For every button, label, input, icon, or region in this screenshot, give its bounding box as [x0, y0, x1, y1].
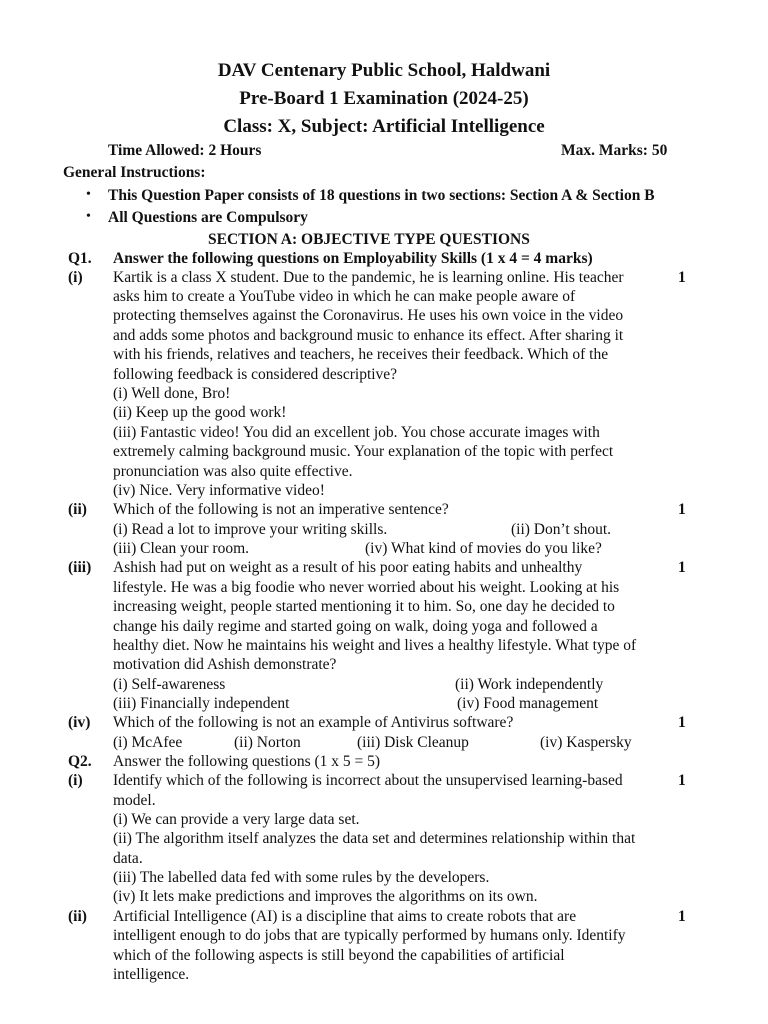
time-allowed: Time Allowed: 2 Hours — [108, 142, 262, 159]
subquestion-number: (i) — [68, 772, 83, 789]
option-line: (ii) The algorithm itself analyzes the data set and determines relationship within that — [113, 830, 636, 847]
option-line: (iii) Financially independent — [113, 695, 290, 712]
option-line: (ii) Don’t shout. — [511, 521, 612, 538]
option-line: (i) Read a lot to improve your writing skills. — [113, 521, 388, 538]
class-subject: Class: X, Subject: Artificial Intelligence — [223, 116, 545, 137]
instructions-title: General Instructions: — [63, 164, 206, 181]
question-line: intelligence. — [113, 966, 190, 983]
question-line: following feedback is considered descriptive? — [113, 366, 398, 383]
question-line: and adds some photos and background music to enhance its effect. After sharing it — [113, 327, 624, 344]
option-line: (i) Well done, Bro! — [113, 385, 231, 402]
school-name: DAV Centenary Public School, Haldwani — [217, 60, 551, 81]
option-line: (ii) Work independently — [455, 676, 604, 693]
question-line: asks him to create a YouTube video in which he can make people aware of — [113, 288, 576, 305]
option-line: pronunciation was also quite effective. — [113, 463, 353, 480]
option-line: (i) McAfee — [113, 734, 183, 751]
question-line: healthy diet. Now he maintains his weight and lives a healthy lifestyle. What type of — [113, 637, 637, 654]
question-line: motivation did Ashish demonstrate? — [113, 656, 337, 673]
question-line: intelligent enough to do jobs that are typically performed by humans only. Identify — [113, 927, 626, 944]
question-line: model. — [113, 792, 156, 809]
option-line: (iv) Food management — [457, 695, 599, 712]
question-line: change his daily regime and started going on walk, doing yoga and followed a — [113, 618, 598, 635]
question-line: Ashish had put on weight as a result of his poor eating habits and unhealthy — [113, 559, 583, 576]
option-line: (iv) What kind of movies do you like? — [365, 540, 602, 557]
question-line: Artificial Intelligence (AI) is a discipline that aims to create robots that are — [113, 908, 577, 925]
option-line: (iv) Nice. Very informative video! — [113, 482, 325, 499]
question-line: lifestyle. He was a big foodie who never worried about his weight. Looking at his — [113, 579, 620, 596]
bullet-icon: • — [86, 209, 91, 224]
option-line: (iv) It lets make predictions and improves the algorithms on its own. — [113, 888, 538, 905]
question-line: increasing weight, people started mentioning it to him. So, one day he decided to — [113, 598, 615, 615]
instruction-item: All Questions are Compulsory — [108, 209, 308, 226]
option-line: (iii) Fantastic video! You did an excellent job. You chose accurate images with — [113, 424, 600, 441]
option-line: (i) Self-awareness — [113, 676, 226, 693]
section-a-title: SECTION A: OBJECTIVE TYPE QUESTIONS — [208, 231, 530, 248]
subquestion-number: (iv) — [68, 714, 91, 731]
instruction-item: This Question Paper consists of 18 questions in two sections: Section A & Section B — [108, 187, 655, 204]
exam-title: Pre-Board 1 Examination (2024-25) — [239, 88, 529, 109]
option-line: data. — [113, 850, 143, 867]
marks-value: 1 — [678, 559, 686, 576]
bullet-icon: • — [86, 187, 91, 202]
question-heading: Answer the following questions on Employability Skills (1 x 4 = 4 marks) — [113, 250, 593, 267]
question-number: Q1. — [68, 250, 92, 267]
question-number: Q2. — [68, 753, 92, 770]
question-heading: Answer the following questions (1 x 5 = 5) — [113, 753, 381, 770]
option-line: (iii) Disk Cleanup — [357, 734, 469, 751]
option-line: (iii) Clean your room. — [113, 540, 250, 557]
option-line: (i) We can provide a very large data set. — [113, 811, 360, 828]
question-line: Identify which of the following is incorrect about the unsupervised learning-based — [113, 772, 623, 789]
option-line: (iv) Kaspersky — [540, 734, 632, 751]
marks-value: 1 — [678, 772, 686, 789]
max-marks: Max. Marks: 50 — [561, 142, 668, 159]
marks-value: 1 — [678, 501, 686, 518]
subquestion-number: (iii) — [68, 559, 92, 576]
marks-value: 1 — [678, 714, 686, 731]
subquestion-number: (ii) — [68, 501, 87, 518]
option-line: (iii) The labelled data fed with some rules by the developers. — [113, 869, 490, 886]
question-line: Kartik is a class X student. Due to the pandemic, he is learning online. His teacher — [113, 269, 624, 286]
question-line: protecting themselves against the Coronavirus. He uses his own voice in the video — [113, 307, 624, 324]
marks-value: 1 — [678, 908, 686, 925]
marks-value: 1 — [678, 269, 686, 286]
subquestion-number: (ii) — [68, 908, 87, 925]
option-line: extremely calming background music. Your explanation of the topic with perfect — [113, 443, 614, 460]
option-line: (ii) Keep up the good work! — [113, 404, 287, 421]
option-line: (ii) Norton — [234, 734, 301, 751]
question-line: Which of the following is not an example of Antivirus software? — [113, 714, 514, 731]
question-line: Which of the following is not an imperative sentence? — [113, 501, 449, 518]
question-line: which of the following aspects is still beyond the capabilities of artificial — [113, 947, 565, 964]
question-line: with his friends, relatives and teachers, he receives their feedback. Which of the — [113, 346, 609, 363]
subquestion-number: (i) — [68, 269, 83, 286]
